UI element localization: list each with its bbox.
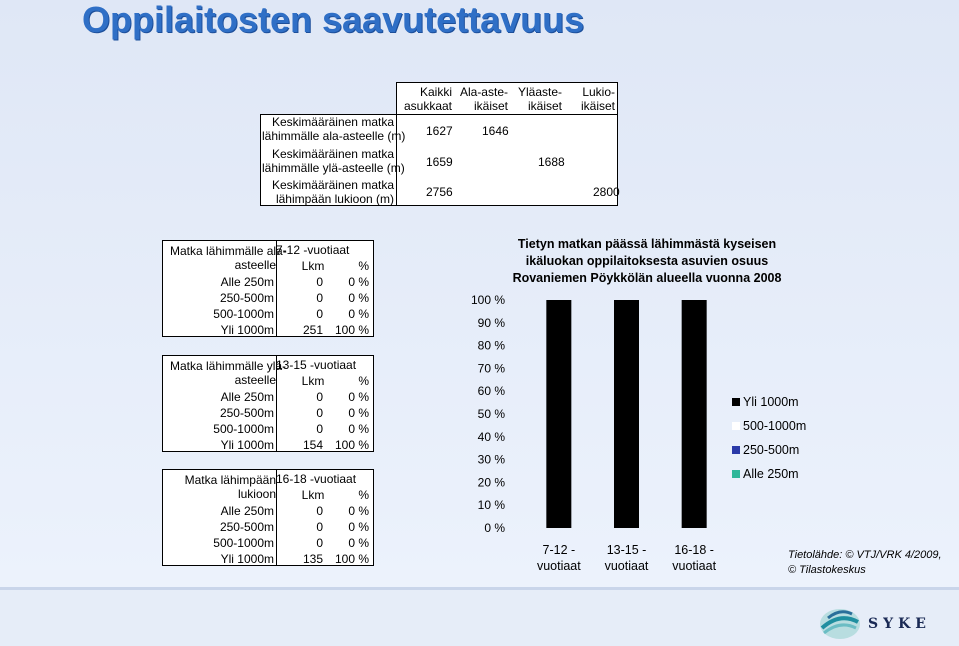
logo-text: SYKE	[868, 616, 931, 632]
header-lukio: Lukio- ikäiset	[580, 85, 615, 113]
row-lkm: 135	[302, 552, 323, 566]
row-label: 500-1000m	[213, 307, 274, 321]
y-tick-label: 40 %	[477, 429, 505, 444]
table-label: Matka lähimmälle ala- asteelle	[170, 244, 287, 272]
legend-label: Yli 1000m	[743, 395, 799, 409]
bar-segment	[546, 300, 571, 528]
summary-row-label: Keskimääräinen matka lähimmälle ylä-asteelle (m)	[262, 147, 405, 175]
footer-band	[0, 590, 959, 646]
row-label: Alle 250m	[220, 390, 274, 404]
x-tick-label: 13-15 -	[606, 543, 647, 557]
header-kaikki: Kaikki asukkaat	[403, 85, 452, 113]
summary-table	[260, 82, 618, 206]
y-tick-label: 10 %	[477, 498, 505, 513]
summary-value: 1627	[426, 124, 453, 138]
summary-value: 1688	[538, 155, 565, 169]
row-lkm: 0	[316, 291, 323, 305]
col-pct: %	[358, 488, 369, 502]
col-lkm: Lkm	[301, 374, 325, 388]
x-tick-label: vuotiaat	[604, 559, 649, 573]
y-tick-label: 50 %	[477, 407, 505, 421]
row-pct: 0 %	[348, 390, 369, 404]
summary-row-label: Keskimääräinen matka lähimmälle ala-asteelle (m)	[262, 115, 406, 143]
col-pct: %	[358, 259, 369, 273]
row-pct: 0 %	[348, 406, 369, 420]
legend-item	[730, 418, 840, 434]
legend-swatch	[732, 398, 740, 406]
summary-value: 2800	[593, 185, 620, 199]
row-label: Alle 250m	[220, 275, 274, 289]
row-pct: 0 %	[348, 291, 369, 305]
row-lkm: 154	[302, 438, 323, 452]
summary-row-label: Keskimääräinen matka lähimpään lukioon (m)	[271, 178, 394, 206]
row-label: Yli 1000m	[220, 438, 274, 452]
legend-label: Alle 250m	[743, 467, 799, 481]
legend-item	[730, 394, 840, 410]
row-pct: 100 %	[334, 438, 369, 452]
x-tick-label: vuotiaat	[536, 559, 581, 573]
col-lkm: Lkm	[301, 259, 325, 273]
chart-title-line: Tietyn matkan päässä lähimmästä kyseisen	[517, 237, 777, 251]
row-lkm: 0	[316, 520, 323, 534]
x-tick-label: 7-12 -	[542, 543, 576, 557]
age-group-label: 7-12 -vuotiaat	[276, 243, 350, 257]
col-pct: %	[358, 374, 369, 388]
row-label: 250-500m	[219, 406, 274, 420]
row-pct: 0 %	[348, 422, 369, 436]
table-label: Matka lähimpään lukioon	[184, 473, 276, 501]
row-pct: 0 %	[348, 536, 369, 550]
row-lkm: 0	[316, 307, 323, 321]
distance-table	[162, 355, 374, 452]
chart-legend	[730, 394, 840, 494]
y-tick-label: 60 %	[477, 384, 505, 399]
chart-title-line: ikäluokan oppilaitoksesta asuvien osuus	[525, 254, 769, 268]
syke-logo-icon	[818, 606, 862, 642]
table-label: Matka lähimmälle ylä- asteelle	[170, 359, 287, 387]
distance-table	[162, 469, 374, 566]
chart-title-line: Rovaniemen Pöykkölän alueella vuonna 2008	[512, 271, 782, 285]
row-pct: 100 %	[334, 552, 369, 566]
row-label: 500-1000m	[213, 422, 274, 436]
summary-value: 1659	[426, 155, 453, 169]
row-pct: 0 %	[348, 275, 369, 289]
distance-table	[162, 240, 374, 337]
header-ala-aste: Ala-aste- ikäiset	[459, 85, 508, 113]
row-lkm: 0	[316, 275, 323, 289]
row-lkm: 251	[302, 323, 323, 337]
row-lkm: 0	[316, 390, 323, 404]
legend-item	[730, 466, 840, 482]
legend-item	[730, 442, 840, 458]
y-tick-label: 30 %	[477, 452, 505, 467]
source-note: Tietolähde: © VTJ/VRK 4/2009, © Tilastokeskus	[788, 549, 942, 576]
row-pct: 0 %	[348, 520, 369, 534]
row-lkm: 0	[316, 422, 323, 436]
row-lkm: 0	[316, 406, 323, 420]
y-tick-label: 20 %	[477, 475, 505, 490]
legend-swatch	[732, 446, 740, 454]
row-lkm: 0	[316, 504, 323, 518]
col-lkm: Lkm	[301, 488, 325, 502]
legend-label: 250-500m	[743, 443, 800, 457]
row-label: 250-500m	[219, 291, 274, 305]
x-tick-label: 16-18 -	[674, 543, 714, 557]
row-pct: 0 %	[348, 504, 369, 518]
page-title: Oppilaitosten saavutettavuus	[82, 0, 585, 40]
row-pct: 0 %	[348, 307, 369, 321]
y-tick-label: 80 %	[477, 338, 505, 353]
row-label: Yli 1000m	[220, 552, 274, 566]
legend-swatch	[732, 470, 740, 478]
x-tick-label: vuotiaat	[672, 559, 717, 573]
header-ylaaste: Yläaste- ikäiset	[517, 85, 562, 113]
bar-segment	[682, 300, 707, 528]
row-label: Yli 1000m	[220, 323, 274, 337]
age-group-label: 13-15 -vuotiaat	[276, 358, 357, 372]
y-tick-label: 0 %	[484, 521, 505, 535]
row-lkm: 0	[316, 536, 323, 550]
legend-label: 500-1000m	[743, 419, 807, 433]
row-pct: 100 %	[334, 323, 369, 337]
row-label: Alle 250m	[220, 504, 274, 518]
bar-segment	[614, 300, 639, 528]
y-tick-label: 90 %	[477, 315, 505, 330]
age-group-label: 16-18 -vuotiaat	[276, 472, 357, 486]
legend-swatch	[732, 422, 740, 430]
y-tick-label: 100 %	[470, 293, 505, 307]
row-label: 500-1000m	[213, 536, 274, 550]
summary-value: 2756	[426, 185, 453, 199]
y-tick-label: 70 %	[477, 361, 505, 376]
row-label: 250-500m	[219, 520, 274, 534]
summary-value: 1646	[482, 124, 509, 138]
